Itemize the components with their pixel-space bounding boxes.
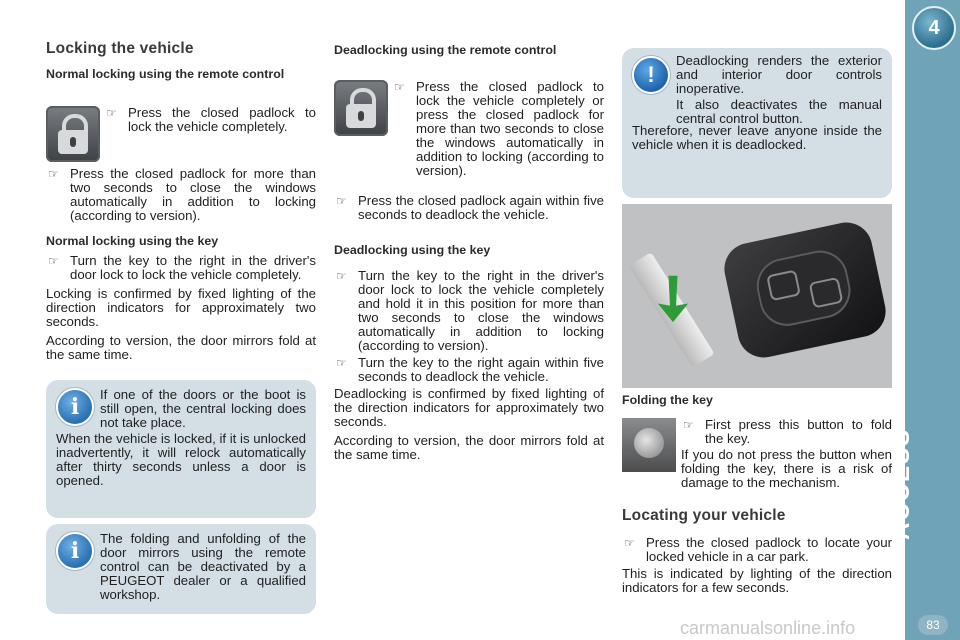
- pointing-hand-icon: ☞: [106, 106, 117, 120]
- fold-button-image: [622, 418, 676, 472]
- padlock-button-image: [334, 80, 388, 136]
- pointing-hand-icon: ☞: [683, 418, 694, 432]
- column-2-b1: ☞ Press the closed padlock to lock the vehicle completely or press the closed padlock for more than two seconds to close the windows automatically in addition to locking (according to version).: [394, 79, 604, 178]
- pointing-hand-icon: ☞: [48, 167, 59, 181]
- column-2-body: ☞ Press the closed padlock again within five seconds to deadlock the vehicle. Deadlocking using the key ☞ Turn the key to the right in the driver's door lock to lock the vehicle completely and hold it in this position for more than two seconds to close the windows automatically in addition to locking (according to version). ☞ Turn the key to the right again within five seconds to deadlock the vehicle. Deadlocking is confirmed by fixed lighting of the direction indicators for approximately two seconds. According to version, the door mirrors fold at the same time.: [334, 193, 604, 462]
- info-box-2: [46, 524, 316, 614]
- fold-direction-arrow-icon: ➘: [632, 255, 716, 339]
- pointing-hand-icon: ☞: [48, 253, 59, 268]
- section-label-vertical: ACCESS: [888, 427, 915, 540]
- padlock-button-image: [46, 106, 100, 162]
- locking-confirm-text: Locking is confirmed by fixed lighting of the direction indicators for approximately two seconds.: [46, 285, 316, 329]
- warning-box: [622, 48, 892, 198]
- mirror-fold-text: According to version, the door mirrors fold at the same time.: [46, 332, 316, 362]
- mirror-fold-text-2: According to version, the door mirrors fold at the same time.: [334, 432, 604, 462]
- watermark: carmanualsonline.info: [680, 618, 856, 638]
- locate-indicator-text: This is indicated by lighting of the direction indicators for a few seconds.: [622, 566, 892, 595]
- subheading-remote-locking: Normal locking using the remote control: [46, 67, 285, 81]
- info-relock-text: When the vehicle is locked, if it is unlocked inadvertently, it will relock automatically after thirty seconds unless a door is opened.: [56, 431, 306, 488]
- column-3-locate: Locating your vehicle ☞ Press the closed padlock to locate your locked vehicle in a car park. This is indicated by lighting of the direction indicators for a few seconds.: [622, 507, 892, 595]
- pointing-hand-icon: ☞: [336, 194, 347, 208]
- column-1-body: ☞ Press the closed padlock for more than two seconds to close the windows automatically in addition to locking (according to version). Normal locking using the key ☞ Turn the key to the right in the driver's door lock to lock the vehicle completely. Locking is confirmed by fixed lighting of the direction indicators for approximately two seconds. According to version, the door mirrors fold at the same time.: [46, 166, 316, 362]
- column-3-fold: [622, 394, 892, 408]
- section-title-locating: Locating your vehicle: [622, 507, 786, 524]
- chapter-number-badge: 4: [912, 6, 956, 50]
- section-title-locking: Locking the vehicle: [46, 40, 194, 57]
- subheading-folding-key: Folding the key: [622, 393, 713, 407]
- page-number: 83: [918, 615, 948, 635]
- column-1: [46, 42, 316, 82]
- info-mirror-deactivate-text: The folding and unfolding of the door mirrors using the remote control can be deactivated by a PEUGEOT dealer or a qualified workshop.: [100, 531, 306, 602]
- subheading-remote-deadlocking: Deadlocking using the remote control: [334, 43, 557, 57]
- subheading-key-deadlocking: Deadlocking using the key: [334, 243, 491, 257]
- column-2-head: [334, 44, 604, 58]
- warning-central-text: It also deactivates the manual central control button.: [676, 97, 882, 126]
- chapter-side-tab: [905, 0, 960, 640]
- info-doors-open-text: If one of the doors or the boot is still open, the central locking does not take place.: [100, 387, 306, 430]
- info-box-1: [46, 380, 316, 518]
- pointing-hand-icon: ☞: [624, 536, 635, 550]
- subheading-key-locking: Normal locking using the key: [46, 234, 219, 248]
- warning-controls-text: Deadlocking renders the exterior and interior door controls inoperative.: [676, 53, 882, 96]
- exclamation-icon: !: [632, 56, 670, 94]
- pointing-hand-icon: ☞: [394, 80, 405, 94]
- info-icon: i: [56, 388, 94, 426]
- column-3-fold-body: ☞ First press this button to fold the key. If you do not press the button when folding the key, there is a risk of damage to the mechanism.: [681, 417, 892, 490]
- pointing-hand-icon: ☞: [336, 268, 347, 283]
- warning-inside-text: Therefore, never leave anyone inside the vehicle when it is deadlocked.: [632, 123, 882, 152]
- key-fob-image: [622, 204, 892, 388]
- deadlocking-confirm-text: Deadlocking is confirmed by fixed lighting of the direction indicators for approximately two seconds.: [334, 385, 604, 429]
- info-icon: i: [56, 532, 94, 570]
- column-1-b1: ☞ Press the closed padlock to lock the vehicle completely.: [106, 105, 316, 134]
- fold-warning-text: If you do not press the button when folding the key, there is a risk of damage to the mechanism.: [681, 447, 892, 490]
- pointing-hand-icon: ☞: [336, 355, 347, 370]
